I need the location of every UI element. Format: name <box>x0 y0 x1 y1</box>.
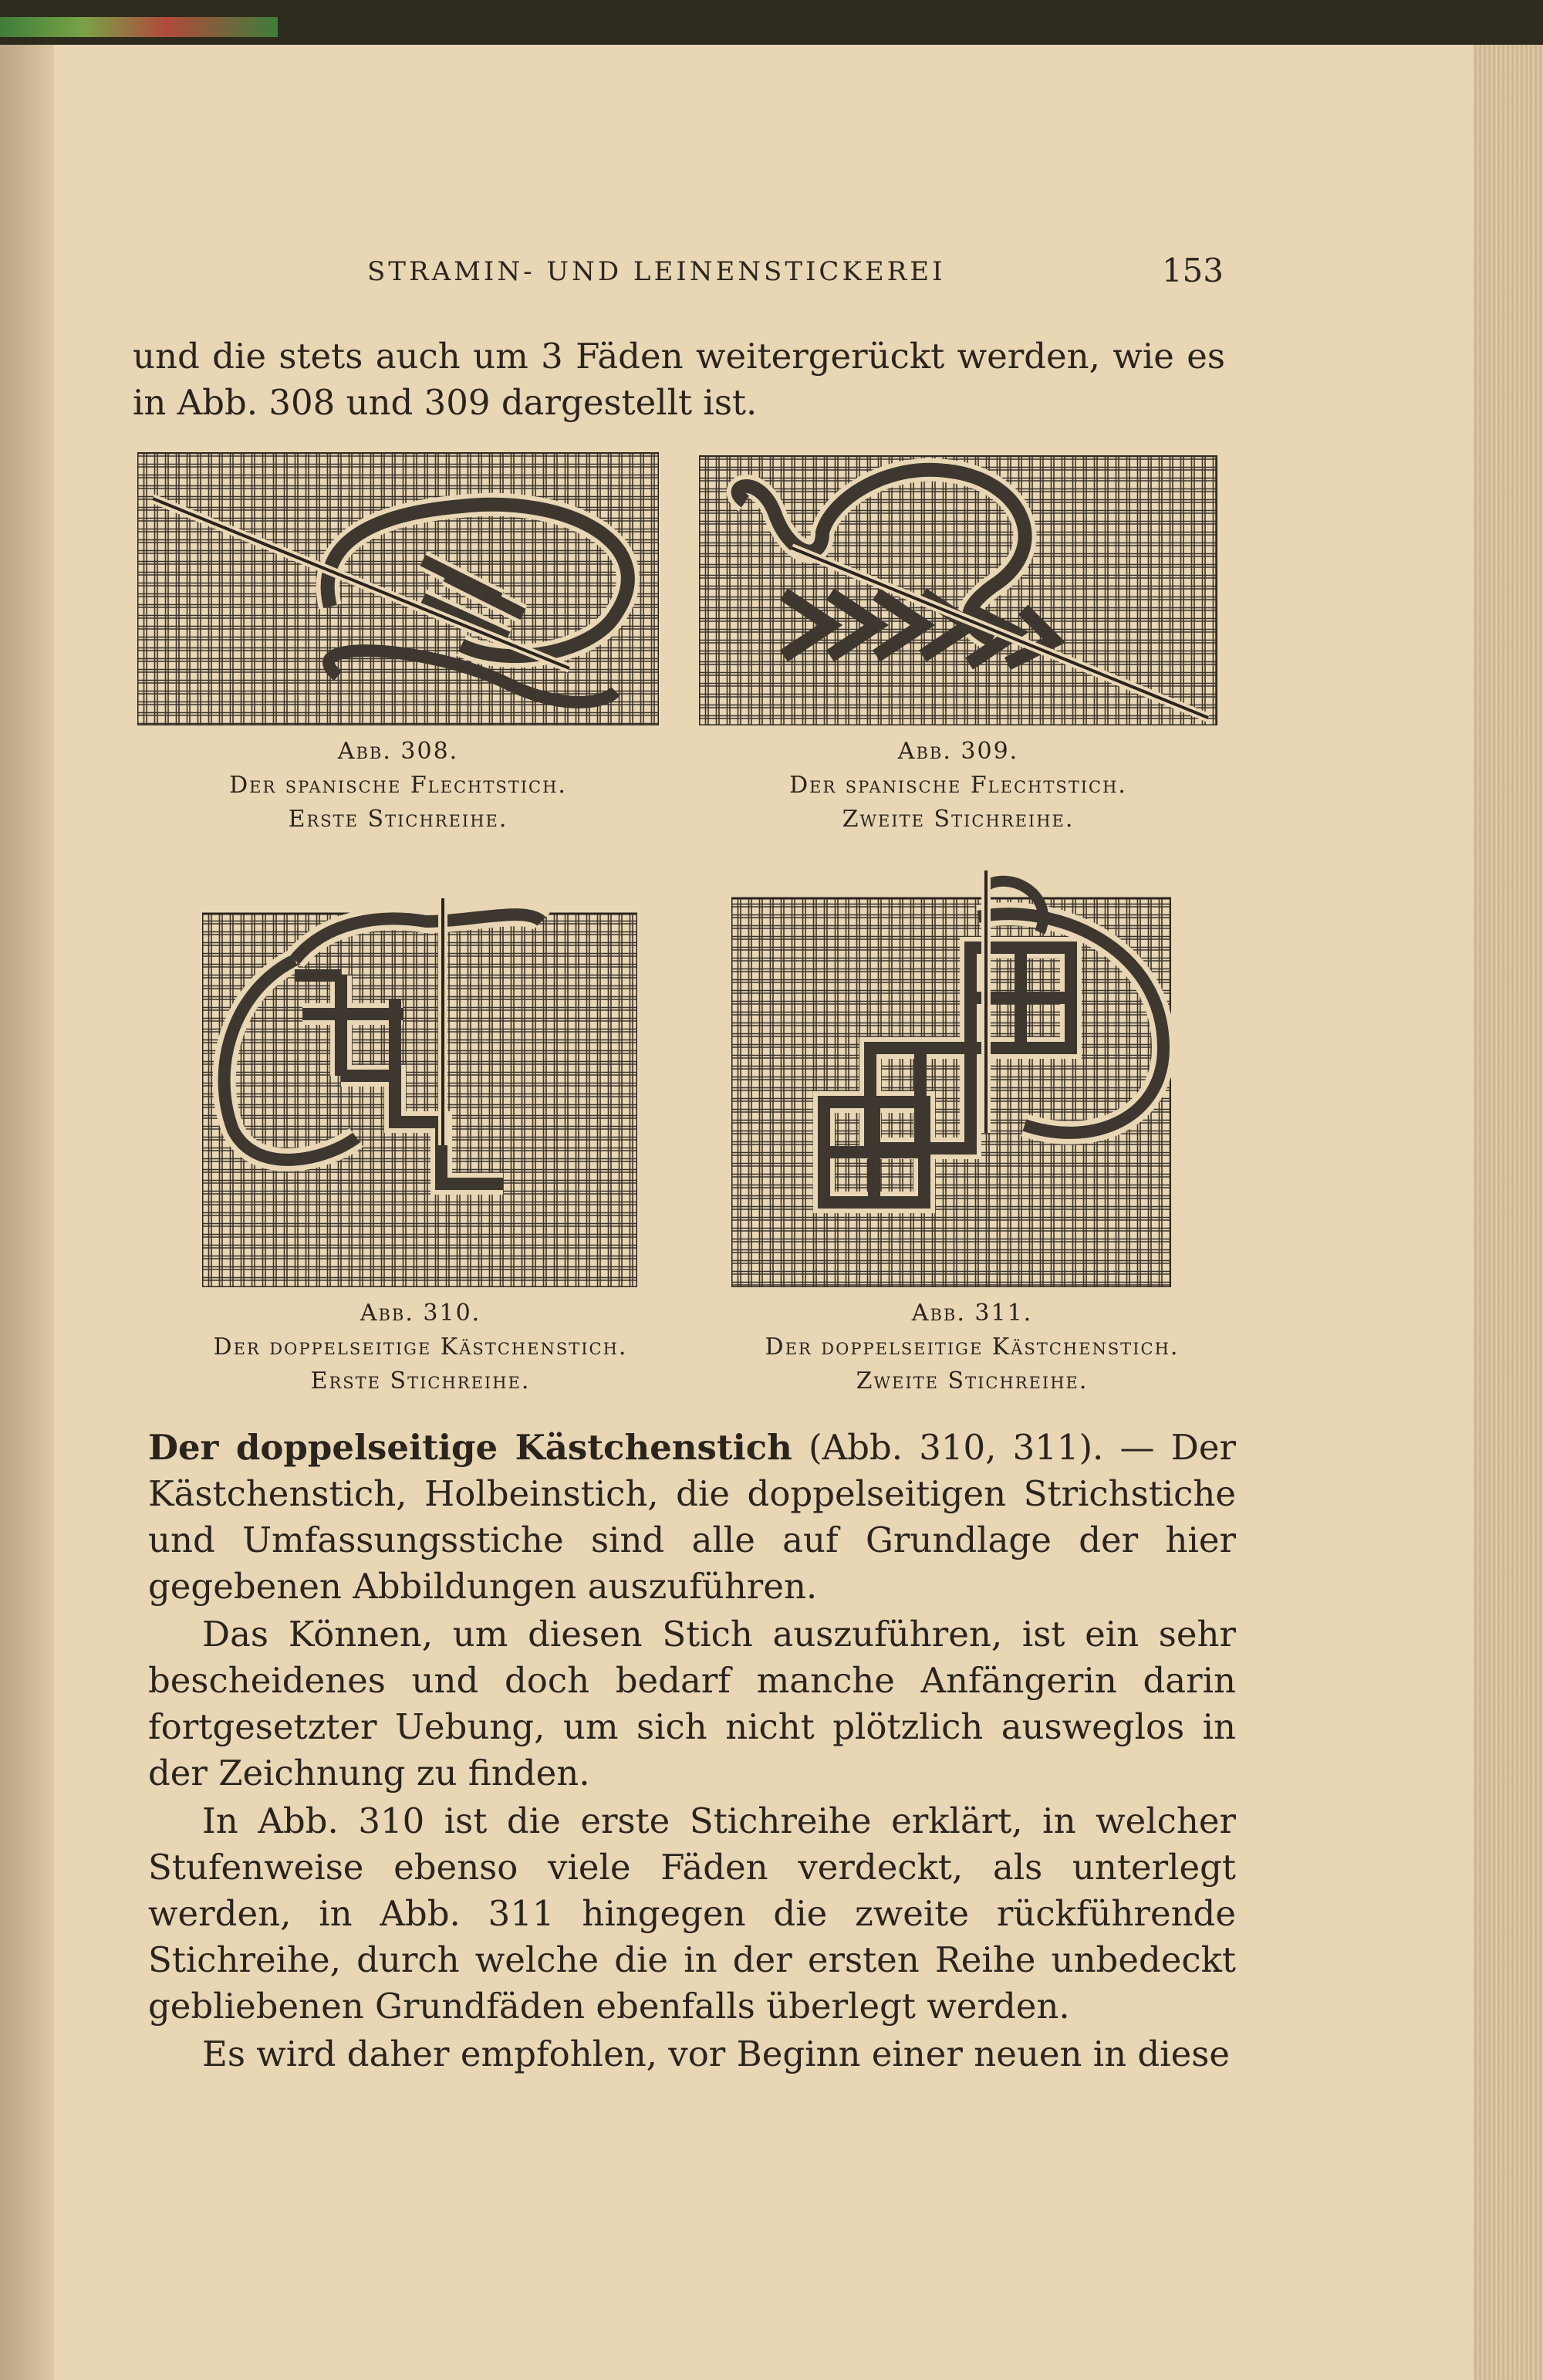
intro-paragraph: und die stets auch um 3 Fäden weitergerückt werden, wie es in Abb. 308 und 309 dargestellt ist. <box>133 336 1225 423</box>
figure-308-caption <box>137 735 659 837</box>
book-spine-shadow <box>0 45 54 2380</box>
figure-308-title: Der spanische Flechtstich. <box>229 772 567 799</box>
paragraph-2: Das Können, um diesen Stich auszuführen, ist ein sehr bescheidenes und doch bedarf manche Anfängerin darin fortgesetzter Uebung, um sich nicht plötzlich ausweglos in der Zeichnung zu finden. <box>148 1614 1236 1793</box>
figure-310-title: Der doppelseitige Kästchenstich. <box>213 1334 628 1361</box>
figure-308-illustration <box>137 452 659 725</box>
figure-310-caption <box>154 1296 687 1398</box>
figure-309-illustration <box>699 455 1217 725</box>
figure-311-illustration <box>731 871 1171 1287</box>
figure-309-number: Abb. 309. <box>897 738 1019 765</box>
paragraph-3: In Abb. 310 ist die erste Stichreihe erklärt, in welcher Stufenweise ebenso viele Fäden verdeckt, als unterlegt werden, in Abb. 311 hingegen die zweite rückführende Stichreihe, durch welche die in der ersten Reihe unbedeckt gebliebenen Grundfäden ebenfalls überlegt werden. <box>148 1800 1236 2027</box>
figure-308-number: Abb. 308. <box>337 738 459 765</box>
paragraph-4: Es wird daher empfohlen, vor Beginn einer neuen in diese <box>202 2033 1230 2074</box>
figure-311-caption <box>710 1296 1234 1398</box>
figure-311-subtitle: Zweite Stichreihe. <box>856 1367 1089 1395</box>
figure-311-title: Der doppelseitige Kästchenstich. <box>765 1334 1180 1361</box>
figure-309-subtitle: Zweite Stichreihe. <box>842 806 1075 833</box>
figure-310-illustration <box>202 898 637 1287</box>
page-header <box>367 252 1224 299</box>
figure-308-subtitle: Erste Stichreihe. <box>288 806 508 833</box>
section-heading: Der doppelseitige Kästchenstich <box>148 1427 792 1468</box>
figure-309-caption <box>699 735 1217 837</box>
figure-310-subtitle: Erste Stichreihe. <box>310 1367 531 1395</box>
figure-310-number: Abb. 310. <box>360 1300 481 1327</box>
page-stack-edge <box>1474 45 1543 2380</box>
figure-309-title: Der spanische Flechtstich. <box>789 772 1127 799</box>
page-number: 153 <box>1161 252 1224 289</box>
running-title: STRAMIN- UND LEINENSTICKEREI <box>367 256 946 287</box>
paragraph-1 <box>148 1425 1236 1610</box>
bookmark-ribbon <box>0 17 278 37</box>
figure-311-number: Abb. 311. <box>911 1300 1033 1327</box>
paragraph-1-text: (Abb. 310, 311). — Der Kästchenstich, Holbeinstich, die doppelseitigen Strichstiche und Umfassungsstiche sind alle auf Grundlage der hier gegebenen Abbildungen auszuführen. <box>148 1427 1236 1607</box>
